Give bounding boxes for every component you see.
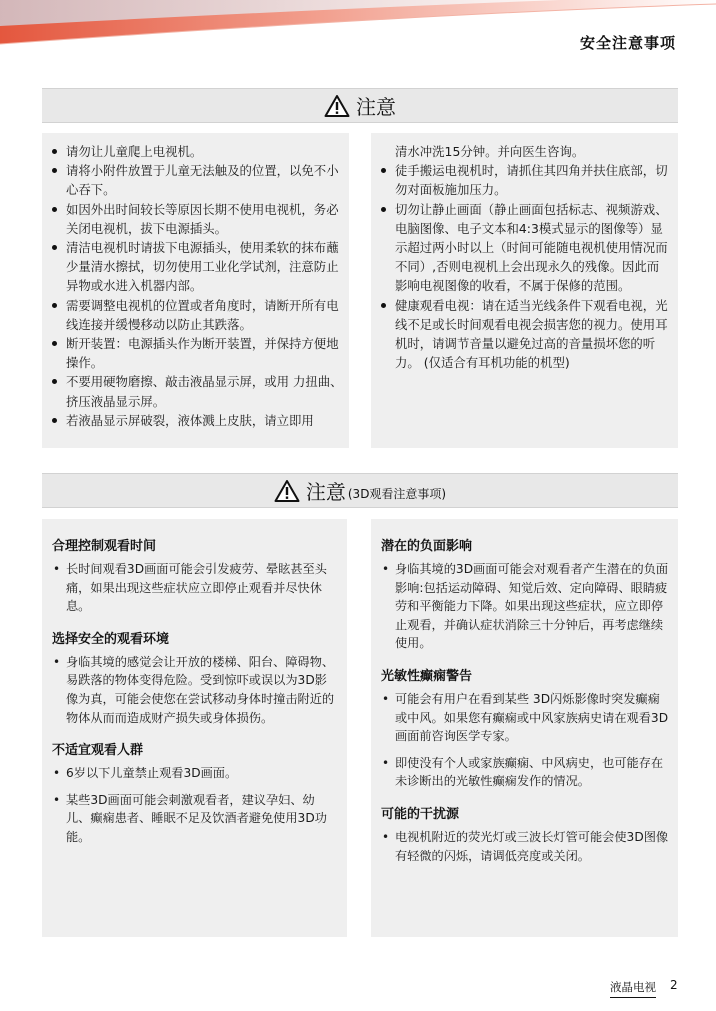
notice-group [52, 628, 339, 727]
3d-panel-right [371, 519, 678, 937]
list-item: 徒手搬运电视机时，请抓住其四角并扶住底部，切勿对面板施加压力。 [379, 161, 670, 199]
list-item: • 6岁以下儿童禁止观看3D画面。 [52, 764, 339, 783]
list-item: 断开装置：电源插头作为断开装置，并保持方便地操作。 [50, 334, 343, 372]
3d-caution-banner [42, 473, 678, 508]
banner-subtitle: (3D观看注意事项) [347, 486, 447, 501]
list-item: • 电视机附近的荧光灯或三波长灯管可能会使3D图像有轻微的闪烁，请调低亮度或关闭。 [381, 828, 670, 865]
list-item: 健康观看电视：请在适当光线条件下观看电视，光线不足或长时间观看电视会损害您的视力。使用耳机时，请调节音量以避免过高的音量损坏您的听力。 (仅适合有耳机功能的机型) [379, 296, 670, 373]
group-heading: 光敏性癫痫警告 [381, 668, 473, 684]
warning-triangle-icon [274, 479, 300, 503]
group-heading: 可能的干扰源 [381, 806, 460, 822]
notice-group [381, 803, 670, 865]
caution-panel-left [42, 133, 349, 448]
list-item: 需要调整电视机的位置或者角度时，请断开所有电线连接并缓慢移动以防止其跌落。 [50, 296, 343, 334]
section-title: 安全注意事项 [579, 34, 676, 52]
list-item: • 即使没有个人或家族癫痫、中风病史，也可能存在未诊断出的光敏性癫痫发作的情况。 [381, 754, 670, 791]
list-item: 切勿让静止画面（静止画面包括标志、视频游戏、电脑图像、电子文本和4:3模式显示的图像等）显示超过两小时以上（时间可能随电视机使用情况而不同）,否则电视机上会出现永久的残像。因此而影响电视图像的收看，不属于保修的范围。 [379, 200, 670, 296]
group-heading: 不适宜观看人群 [52, 743, 144, 759]
group-heading: 合理控制观看时间 [52, 539, 157, 554]
list-item: 如因外出时间较长等原因长期不使用电视机，务必关闭电视机，拔下电源插头。 [50, 200, 343, 238]
notice-group [381, 665, 670, 791]
page-number: 2 [670, 978, 678, 992]
footer-label: 液晶电视 [610, 979, 656, 998]
list-item: • 身临其境的3D画面可能会对观看者产生潜在的负面影响:包括运动障碍、知觉后效、定向障碍、眼睛疲劳和平衡能力下降。如果出现这些症状，应立即停止观看，并确认症状消除三十分钟后，再考虑继续使用。 [381, 560, 670, 653]
list-item: 若液晶显示屏破裂，液体溅上皮肤，请立即用 [50, 411, 343, 430]
list-item: 请勿让儿童爬上电视机。 [50, 142, 343, 161]
notice-group [52, 535, 339, 616]
group-heading: 选择安全的观看环境 [52, 631, 170, 647]
list-item-continuation: 清水冲洗15分钟。并向医生咨询。 [395, 144, 585, 159]
list-item: • 某些3D画面可能会刺激观看者，建议孕妇、幼儿、癫痫患者、睡眠不足及饮酒者避免使用3D功能。 [52, 791, 339, 847]
warning-triangle-icon [324, 94, 350, 118]
group-heading: 潜在的负面影响 [381, 539, 473, 554]
list-item: • 身临其境的感觉会让开放的楼梯、阳台、障碍物、易跌落的物体变得危险。受到惊吓或误以为3D影像为真，可能会使您在尝试移动身体时撞击附近的物体从而而造成财产损失或身体损伤。 [52, 653, 339, 727]
banner-title: 注意 [305, 480, 346, 504]
banner-title: 注意 [356, 95, 396, 119]
3d-panel-left [42, 519, 347, 937]
caution-panel-right [371, 133, 678, 448]
list-item: 请将小附件放置于儿童无法触及的位置，以免不小心吞下。 [50, 161, 343, 199]
caution-banner [42, 88, 678, 123]
list-item: • 可能会有用户在看到某些 3D闪烁影像时突发癫痫或中风。如果您有癫痫或中风家族病史请在观看3D画面前咨询医学专家。 [381, 690, 670, 746]
list-item: • 长时间观看3D画面可能会引发疲劳、晕眩甚至头痛，如果出现这些症状应立即停止观看并尽快休息。 [52, 560, 339, 616]
notice-group [52, 739, 339, 846]
list-item: 清洁电视机时请拔下电源插头，使用柔软的抹布蘸少量清水擦拭，切勿使用工业化学试剂，注意防止异物或水进入机器内部。 [50, 238, 343, 296]
notice-group [381, 535, 670, 653]
list-item: 不要用硬物磨擦、敲击液晶显示屏，或用 力扭曲、挤压液晶显示屏。 [50, 372, 343, 410]
